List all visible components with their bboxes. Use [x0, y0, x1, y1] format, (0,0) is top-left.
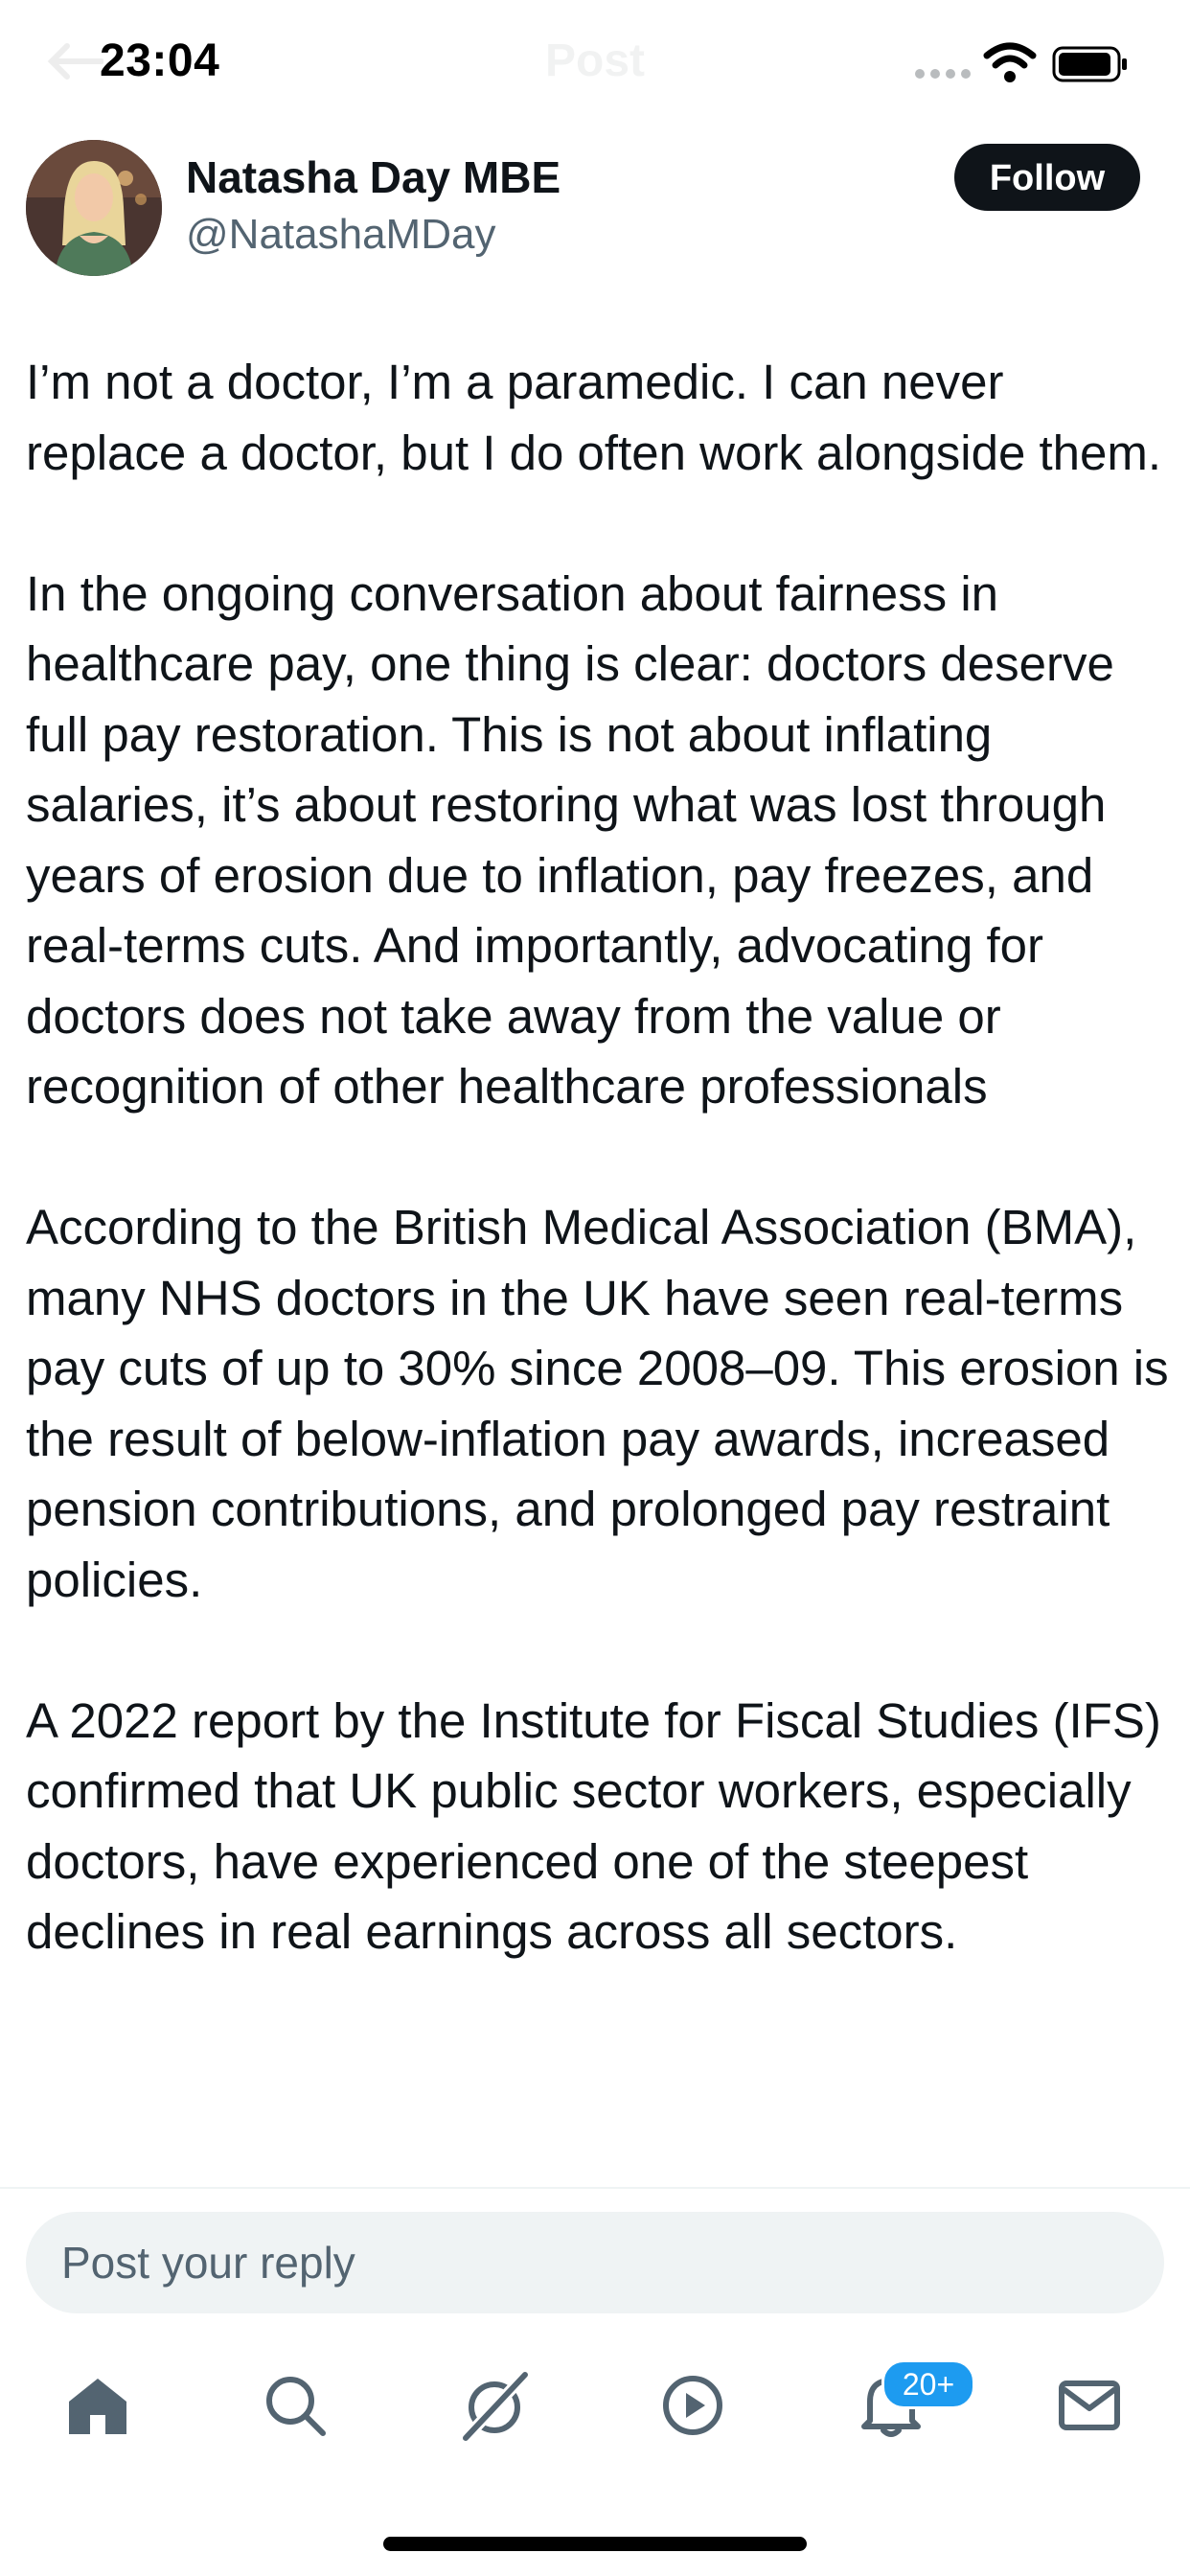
divider [0, 2187, 1190, 2189]
post-paragraph: In the ongoing conversation about fairness in healthcare pay, one thing is clear: doctors deserve full pay restoration. This is not about inflating salaries, it’s about restoring what was lost through years of erosion due to inflation, pay freezes, and real-terms cuts. And importantly, advocating for doctors does not take away from the value or recognition of other healthcare professionals [26, 565, 1114, 1114]
avatar-image [26, 140, 162, 276]
notifications-badge: 20+ [881, 2359, 975, 2409]
status-bar [0, 0, 1190, 130]
search-icon [263, 2374, 327, 2437]
page-title: Post [544, 35, 645, 86]
tab-bar [0, 2348, 1190, 2463]
post-paragraph: According to the British Medical Association (BMA), many NHS doctors in the UK have seen real-terms pay cuts of up to 30% since 2008–09. This erosion is the result of below-inflation pay awards, increased pension contributions, and prolonged pay restraint policies. [26, 1200, 1169, 1607]
post-paragraph: A 2022 report by the Institute for Fiscal Studies (IFS) confirmed that UK public sector workers, especially doctors, have experienced one of the steepest declines in real earnings across all sectors. [26, 1692, 1161, 1959]
tab-video[interactable] [635, 2348, 750, 2463]
tab-home[interactable] [40, 2348, 155, 2463]
tab-grok[interactable] [437, 2348, 552, 2463]
wifi-icon [983, 42, 1037, 84]
follow-button[interactable]: Follow [954, 144, 1140, 211]
cellular-signal-icon [915, 69, 971, 79]
mail-icon [1058, 2380, 1121, 2431]
author-name[interactable]: Natasha Day MBE [186, 152, 561, 202]
home-indicator [383, 2537, 807, 2551]
author-handle[interactable]: @NatashaMDay [186, 211, 496, 258]
tab-messages[interactable] [1032, 2348, 1147, 2463]
status-time: 23:04 [100, 35, 220, 86]
post-paragraph: I’m not a doctor, I’m a paramedic. I can never replace a doctor, but I do often work alongside them. [26, 355, 1162, 480]
play-icon [660, 2373, 725, 2438]
reply-placeholder: Post your reply [61, 2238, 355, 2288]
avatar[interactable] [26, 140, 162, 276]
home-icon [65, 2375, 130, 2436]
battery-icon [1052, 46, 1129, 82]
grok-icon [458, 2369, 531, 2442]
post-text [26, 347, 1171, 1967]
reply-input[interactable] [26, 2212, 1164, 2313]
tab-search[interactable] [238, 2348, 353, 2463]
